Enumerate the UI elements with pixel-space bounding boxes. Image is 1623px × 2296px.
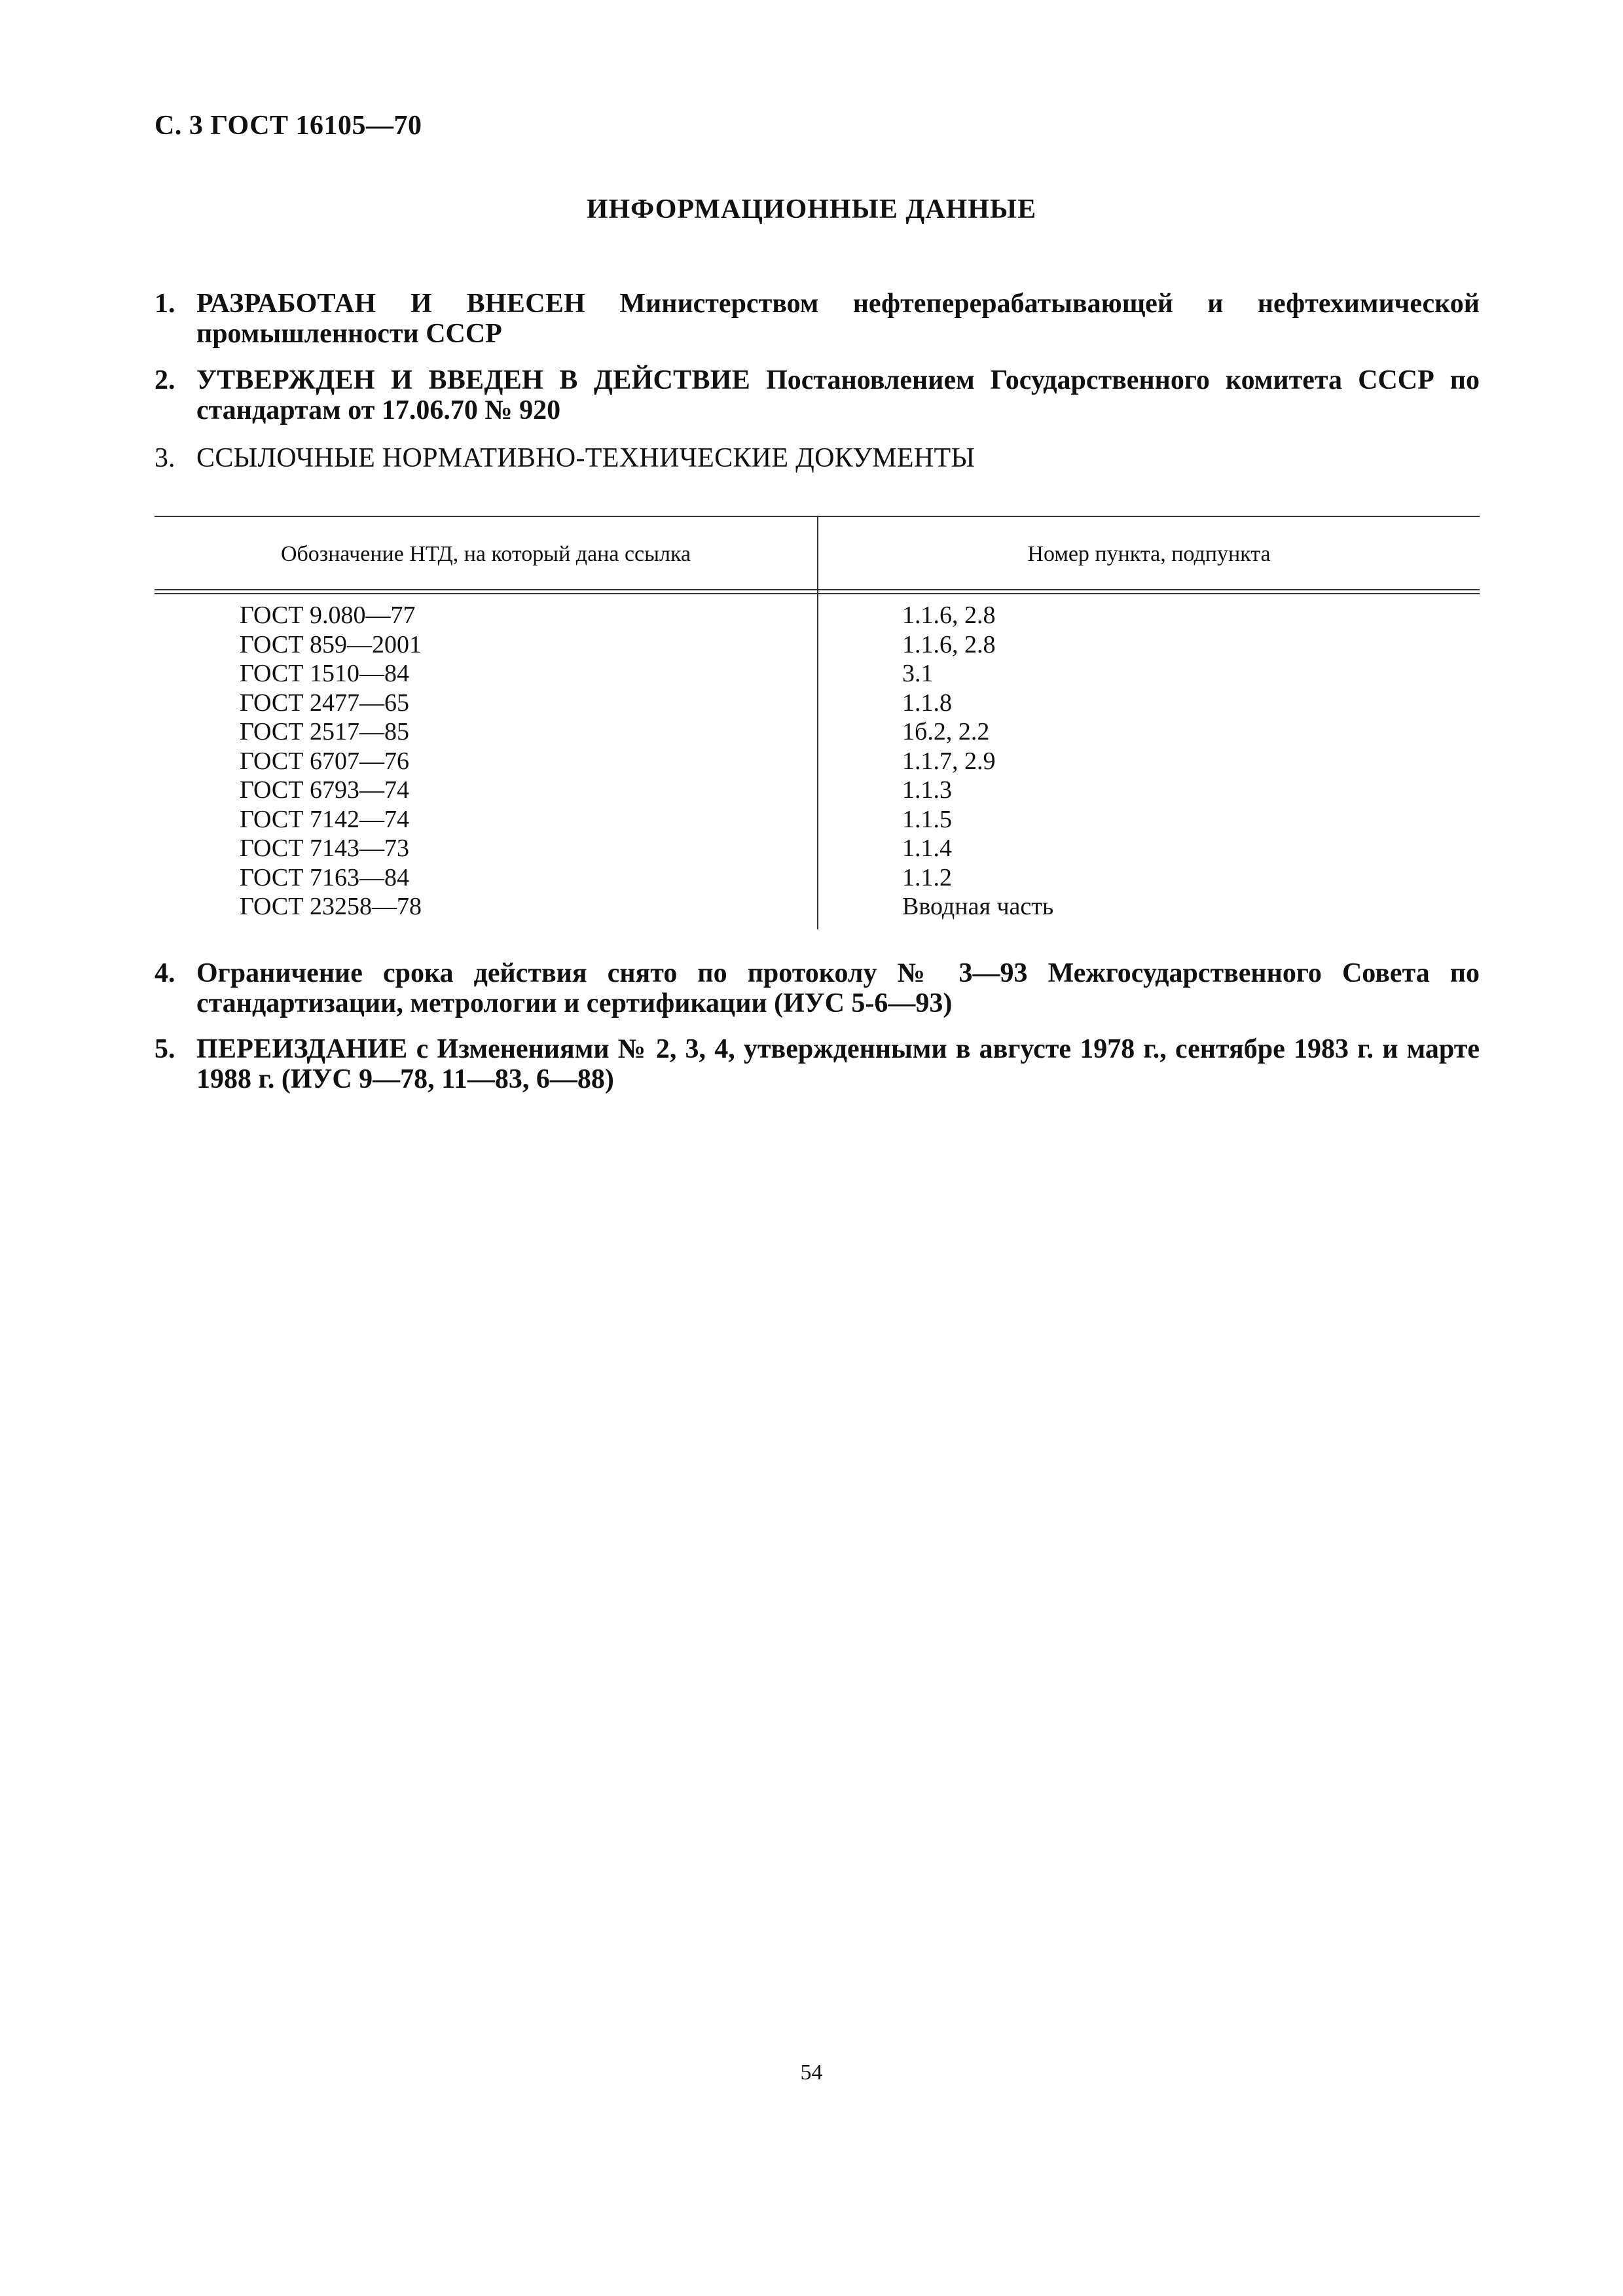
table-column-designation	[240, 601, 422, 922]
item-number: 1.	[155, 289, 175, 319]
table-cell: ГОСТ 23258—78	[240, 893, 422, 920]
reference-table	[155, 516, 1480, 929]
table-cell: ГОСТ 1510—84	[240, 660, 409, 687]
table-cell: ГОСТ 6707—76	[240, 747, 409, 775]
table-cell: 3.1	[902, 660, 934, 687]
page-header: С. 3 ГОСТ 16105—70	[155, 111, 422, 141]
item-body: с Изменениями № 2, 3, 4, утвержденными в августе 1978 г., сентябре 1983 г. и марте 1988 г. (ИУС 9—78, 11—83, 6—88)	[196, 1034, 1480, 1094]
table-cell: 1.1.4	[902, 834, 952, 862]
item-number: 4.	[155, 958, 175, 988]
item-lead: РАЗРАБОТАН И ВНЕСЕН	[196, 289, 586, 319]
info-item-1	[155, 289, 1480, 349]
table-column-clause	[902, 601, 1053, 922]
item-body: Ограничение срока действия снято по протоколу № 3—93 Межгосударственного Совета по стандартизации, метрологии и сертификации (ИУС 5-6—93)	[196, 958, 1480, 1018]
table-cell: Вводная часть	[902, 893, 1054, 920]
item-number: 3.	[155, 443, 175, 473]
table-cell: ГОСТ 7163—84	[240, 863, 409, 891]
table-cell: ГОСТ 2517—85	[240, 718, 409, 745]
item-text	[196, 1034, 1480, 1094]
table-cell: ГОСТ 6793—74	[240, 776, 409, 804]
table-cell: 1.1.2	[902, 863, 952, 891]
table-cell: 1.1.3	[902, 776, 952, 804]
item-lead: УТВЕРЖДЕН И ВВЕДЕН В ДЕЙСТВИЕ	[196, 365, 751, 395]
info-item-5	[155, 1034, 1480, 1094]
table-cell: ГОСТ 9.080—77	[240, 601, 416, 629]
table-cell: 1б.2, 2.2	[902, 718, 990, 745]
table-cell: 1.1.6, 2.8	[902, 601, 996, 629]
table-cell: 1.1.7, 2.9	[902, 747, 996, 775]
table-cell: ГОСТ 7142—74	[240, 805, 409, 833]
document-title: ИНФОРМАЦИОННЫЕ ДАННЫЕ	[586, 194, 1037, 224]
table-header-designation: Обозначение НТД, на который дана ссылка	[280, 542, 691, 566]
table-cell: 1.1.6, 2.8	[902, 630, 996, 658]
info-item-4	[155, 958, 1480, 1018]
item-text	[196, 443, 1480, 473]
item-body: Постановлением Государственного комитета СССР по стандартам от 17.06.70 № 920	[196, 365, 1480, 425]
page-number: 54	[800, 2060, 823, 2085]
item-number: 2.	[155, 365, 175, 395]
item-text	[196, 289, 1480, 349]
item-number: 5.	[155, 1034, 175, 1064]
table-header-clause: Номер пункта, подпункта	[1027, 542, 1271, 566]
table-cell: 1.1.5	[902, 805, 952, 833]
item-text	[196, 958, 1480, 1018]
item-lead: ПЕРЕИЗДАНИЕ	[196, 1034, 408, 1064]
info-item-2	[155, 365, 1480, 425]
item-body: Министерством нефтеперерабатывающей и нефтехимической промышленности СССР	[196, 289, 1480, 349]
table-column-divider	[817, 516, 818, 929]
table-cell: ГОСТ 2477—65	[240, 689, 409, 717]
info-item-3	[155, 443, 1480, 473]
table-cell: 1.1.8	[902, 689, 952, 717]
table-cell: ГОСТ 7143—73	[240, 834, 409, 862]
table-cell: ГОСТ 859—2001	[240, 630, 422, 658]
item-text	[196, 365, 1480, 425]
item-lead: ССЫЛОЧНЫЕ НОРМАТИВНО-ТЕХНИЧЕСКИЕ ДОКУМЕНТЫ	[196, 443, 976, 473]
